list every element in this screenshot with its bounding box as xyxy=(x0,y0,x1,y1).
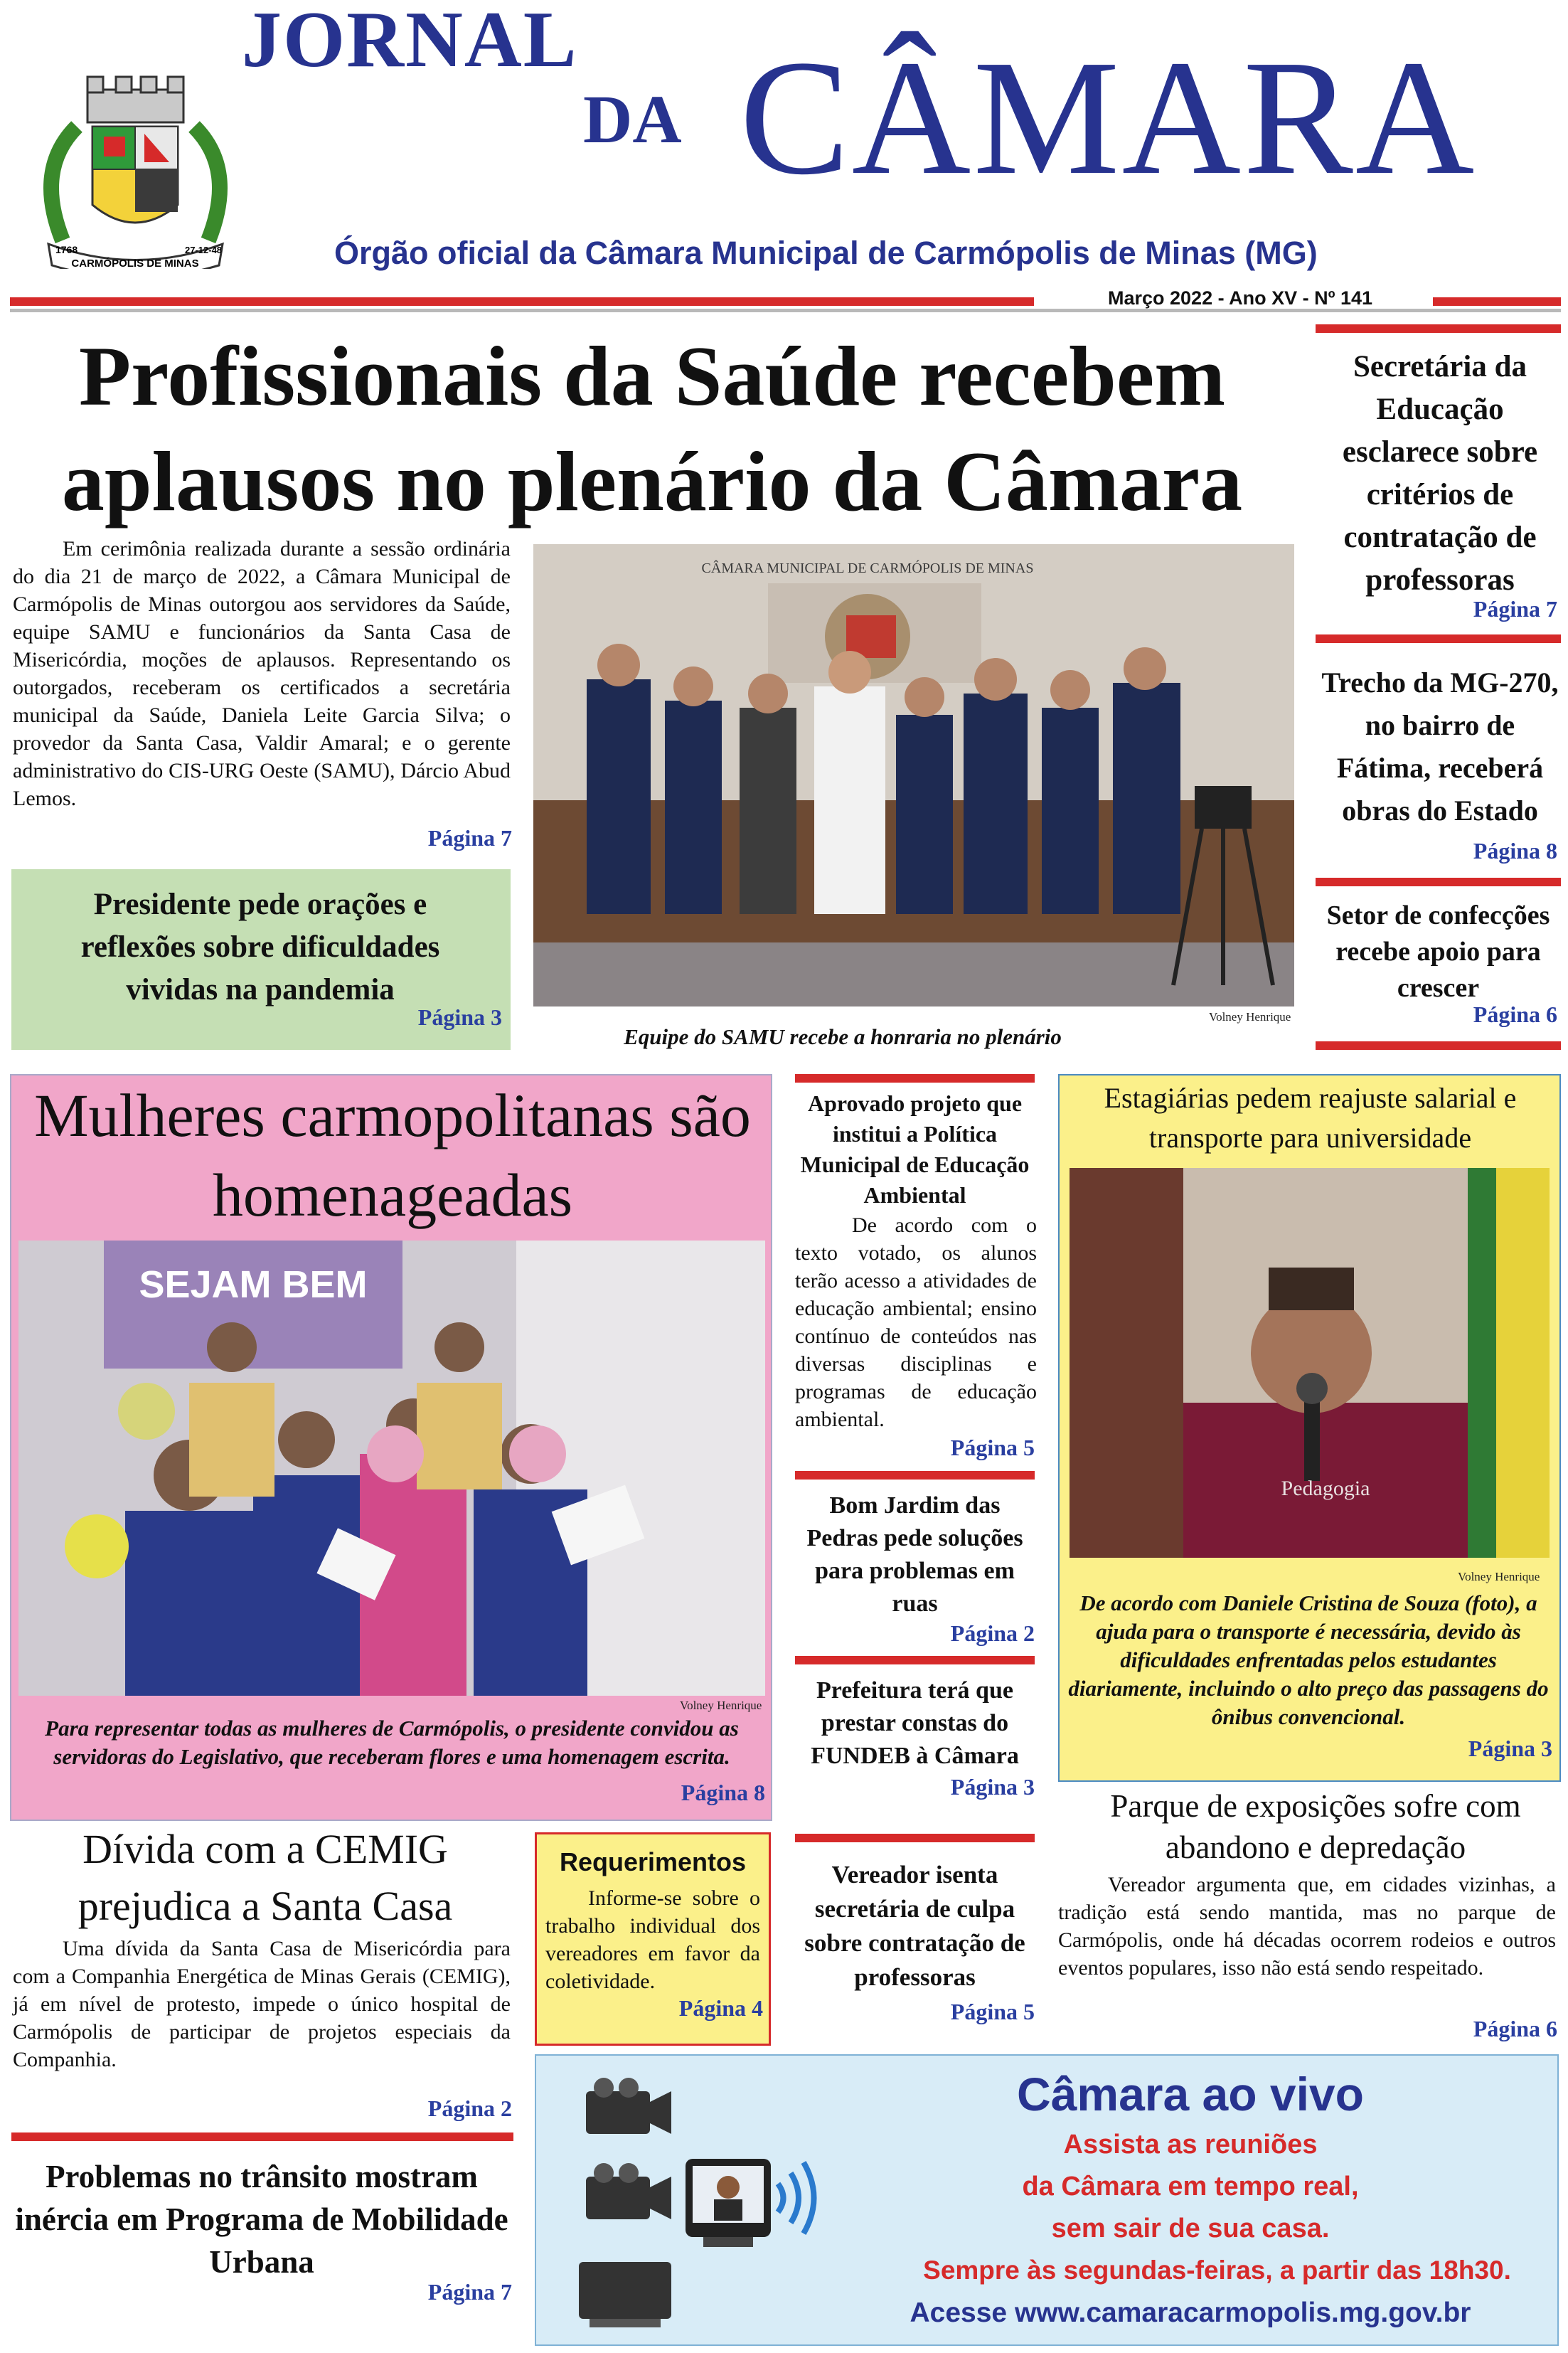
middle-story-3-page: Página 3 xyxy=(950,1774,1035,1800)
mulheres-photo-credit: Volney Henrique xyxy=(680,1699,762,1712)
masthead-rule-left xyxy=(10,297,1034,306)
president-page: Página 3 xyxy=(417,1004,502,1030)
middle-story-1-body: De acordo com o texto votado, os alunos terão acesso a atividades de educação ambiental; ensino contínuo de conteúdos nas diversas disciplinas e programas de educação ambiental. xyxy=(795,1213,1037,1431)
lead-page-ref: Página 7 xyxy=(427,825,512,851)
aovivo-line-1: Assista as reuniões xyxy=(1063,2130,1318,2160)
camera-icon-1 xyxy=(586,2078,671,2134)
requerimentos-page: Página 4 xyxy=(678,1995,763,2021)
right-story-2-page: Página 8 xyxy=(1473,838,1557,864)
masthead-subtitle: Órgão oficial da Câmara Municipal de Carmópolis de Minas (MG) xyxy=(334,235,1318,271)
svg-text:Pedagogia: Pedagogia xyxy=(1281,1477,1370,1500)
masthead-title-jornal: JORNAL xyxy=(242,0,578,84)
president-headline: Presidente pede orações e reflexões sobre dificuldades vividas na pandemia xyxy=(80,888,440,1006)
divida-headline: Dívida com a CEMIG prejudica a Santa Casa xyxy=(78,1826,453,1929)
aovivo-illustration xyxy=(565,2077,821,2333)
estagiarias-page: Página 3 xyxy=(1468,1736,1552,1761)
president-box xyxy=(11,869,511,1050)
svg-text:27-12-48: 27-12-48 xyxy=(185,245,223,255)
masthead-rule-grey xyxy=(10,309,1561,312)
svg-text:CÂMARA MUNICIPAL DE CARMÓPOLIS: CÂMARA MUNICIPAL DE CARMÓPOLIS DE MINAS xyxy=(701,561,1034,576)
lead-body: Em cerimônia realizada durante a sessão ordinária do dia 21 de março de 2022, a Câmara Municipal de Carmópolis de Minas outorgou aos servidores da Saúde, equipe SAMU e funcionários da Santa Casa de Misericórdia, moções de aplausos. Representando os outorgados, receberam os certificados a secretária municipal da Saúde, Daniela Leite Garcia Silva; o provedor da Santa Casa, Valdir Amaral; e o gerente administrativo do CIS-URG Oeste (SAMU), Dárcio Abud Lemos. xyxy=(13,537,511,810)
right-story-3-headline: Setor de confecções recebe apoio para crescer xyxy=(1326,901,1550,1003)
estagiarias-photo xyxy=(1070,1168,1550,1558)
right-rule-4 xyxy=(1316,1041,1561,1050)
samu-photo-caption: Equipe do SAMU recebe a honraria no plenário xyxy=(624,1024,1062,1049)
estagiarias-headline: Estagiárias pedem reajuste salarial e transporte para universidade xyxy=(1104,1082,1517,1154)
samu-photo-credit: Volney Henrique xyxy=(1209,1010,1291,1024)
middle-rule-3 xyxy=(795,1656,1035,1664)
requerimentos-box xyxy=(535,1832,771,2046)
divida-rule xyxy=(11,2132,513,2141)
middle-story-1-page: Página 5 xyxy=(950,1435,1035,1460)
right-story-2-headline: Trecho da MG-270, no bairro de Fátima, receberá obras do Estado xyxy=(1321,666,1559,827)
middle-story-3-headline: Prefeitura terá que prestar constas do FUNDEB à Câmara xyxy=(811,1677,1019,1769)
middle-story-2-page: Página 2 xyxy=(950,1620,1035,1646)
city-seal xyxy=(27,63,244,269)
estagiarias-caption: De acordo com Daniele Cristina de Souza (foto), a ajuda para o transporte é necessária, devido às dificuldades enfrentadas pelos estudantes diariamente, incluindo o alto preço das passagens do ônibus convencional. xyxy=(1068,1590,1549,1729)
middle-rule-2 xyxy=(795,1471,1035,1480)
middle-story-4-page: Página 5 xyxy=(950,1999,1035,2024)
masthead-title-camara: CÂMARA xyxy=(740,26,1477,209)
middle-story-4-headline: Vereador isenta secretária de culpa sobre contratação de professoras xyxy=(804,1861,1025,1991)
right-rule-3 xyxy=(1316,878,1561,886)
aovivo-title: Câmara ao vivo xyxy=(1017,2068,1364,2120)
svg-text:1768: 1768 xyxy=(55,244,78,255)
mulheres-box xyxy=(10,1074,772,1821)
aovivo-line-2: da Câmara em tempo real, xyxy=(1022,2172,1359,2201)
right-rule-1 xyxy=(1316,324,1561,333)
requerimentos-body: Informe-se sobre o trabalho individual dos vereadores em favor da coletividade. xyxy=(545,1886,760,1993)
parque-body: Vereador argumenta que, em cidades vizinhas, a tradição está sendo mantida, mas no parque de Carmópolis, onde há décadas ocorrem rodeios e outros eventos populares, isso não está sendo respeitado. xyxy=(1058,1873,1556,1980)
right-story-3-page: Página 6 xyxy=(1473,1002,1557,1027)
mulheres-page: Página 8 xyxy=(681,1780,765,1805)
edition-info: Março 2022 - Ano XV - Nº 141 xyxy=(1108,287,1372,309)
transito-headline: Problemas no trânsito mostram inércia em Programa de Mobilidade Urbana xyxy=(15,2159,508,2280)
middle-story-1-headline: Aprovado projeto que institui a Política Municipal de Educação Ambiental xyxy=(800,1090,1030,1208)
parque-headline: Parque de exposições sofre com abandono e depredação xyxy=(1110,1788,1521,1865)
mulheres-headline: Mulheres carmopolitanas são homenageadas xyxy=(34,1081,751,1229)
parque-page: Página 6 xyxy=(1473,2016,1557,2041)
right-story-1-headline: Secretária da Educação esclarece sobre critérios de contratação de professoras xyxy=(1342,350,1538,597)
middle-story-2-headline: Bom Jardim das Pedras pede soluções para problemas em ruas xyxy=(806,1492,1023,1617)
lead-headline: Profissionais da Saúde recebem aplausos no plenário da Câmara xyxy=(61,329,1243,529)
transito-page: Página 7 xyxy=(427,2279,512,2305)
svg-text:CARMÓPOLIS DE MINAS: CARMÓPOLIS DE MINAS xyxy=(71,257,199,269)
right-rule-2 xyxy=(1316,634,1561,643)
samu-photo xyxy=(533,544,1294,1006)
divida-page: Página 2 xyxy=(427,2096,512,2121)
mulheres-photo xyxy=(18,1241,765,1696)
estagiarias-photo-credit: Volney Henrique xyxy=(1458,1570,1540,1583)
masthead-rule-right xyxy=(1433,297,1561,306)
computer-icon xyxy=(579,2262,671,2327)
svg-text:SEJAM BEM: SEJAM BEM xyxy=(139,1263,368,1306)
middle-rule-4 xyxy=(795,1834,1035,1842)
right-story-1-page: Página 7 xyxy=(1473,596,1557,622)
estagiarias-box xyxy=(1058,1074,1561,1782)
camera-icon-2 xyxy=(586,2163,671,2219)
middle-rule-1 xyxy=(795,1074,1035,1083)
aovivo-line-4: Sempre às segundas-feiras, a partir das 18h30. xyxy=(923,2256,1511,2285)
requerimentos-title: Requerimentos xyxy=(559,1847,747,1876)
aovivo-box[interactable] xyxy=(535,2054,1559,2346)
aovivo-line-3: sem sair de sua casa. xyxy=(1051,2214,1330,2243)
divida-body: Uma dívida da Santa Casa de Misericórdia para com a Companhia Energética de Minas Gerais (CEMIG), já em nível de protesto, impede o único hospital de Carmópolis de participar de projetos especiais da Companhia. xyxy=(13,1937,511,2071)
mulheres-caption: Para representar todas as mulheres de Carmópolis, o presidente convidou as servidoras do Legislativo, que receberam flores e uma homenagem escrita. xyxy=(45,1716,739,1769)
masthead-title-da: DA xyxy=(583,81,682,157)
aovivo-url-link[interactable]: Acesse www.camaracarmopolis.mg.gov.br xyxy=(910,2298,1471,2328)
